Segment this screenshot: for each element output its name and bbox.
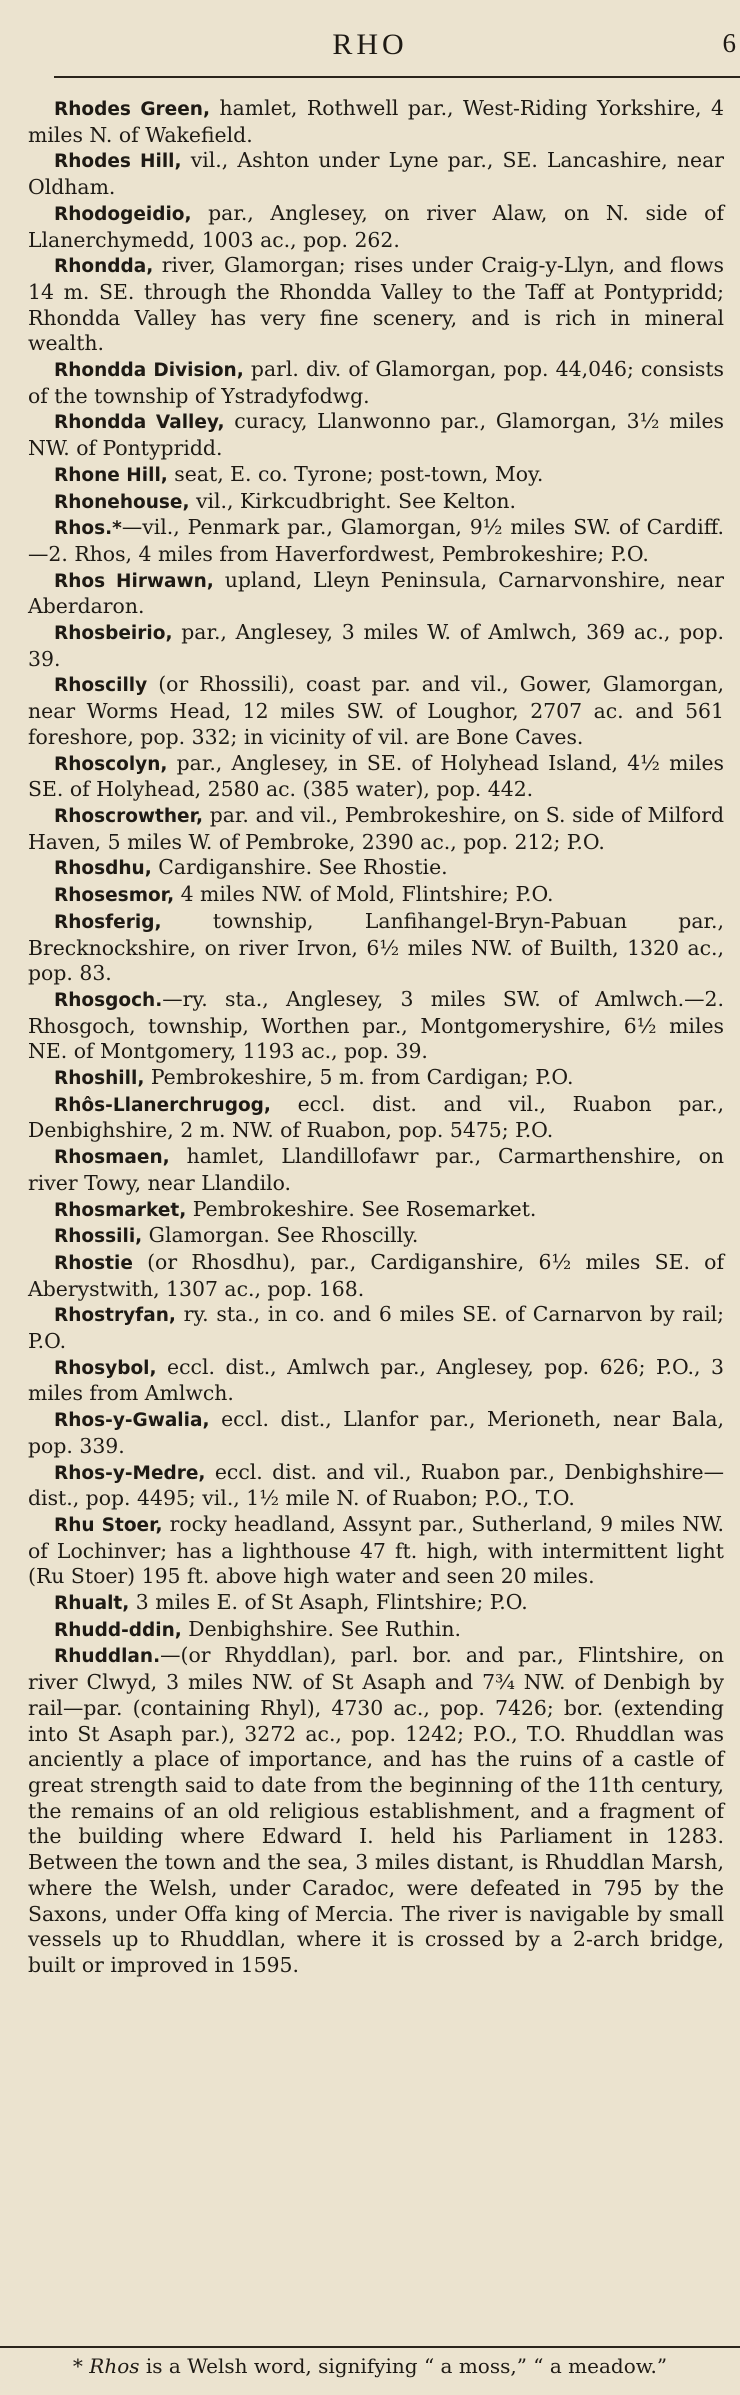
gazetteer-entry: [28, 1643, 724, 1978]
entry-headword: Rhos Hirwawn,: [54, 570, 214, 592]
gazetteer-entry: [28, 1092, 724, 1144]
entry-text: river, Glamorgan; rises under Craig-y-Llyn, and flows 14 m. SE. through the Rhondda Valley to the Taff at Pontypridd; Rhondda Valley has very fine scenery, and is rich in mineral wealth.: [28, 253, 724, 356]
gazetteer-entry: [28, 987, 724, 1065]
entry-text: —vil., Penmark par., Glamorgan, 9½ miles SW. of Cardiff.—2. Rhos, 4 miles from Haverfordwest, Pembrokeshire; P.O.: [28, 515, 724, 566]
gazetteer-entry: [28, 1302, 724, 1354]
footnote: [0, 2354, 740, 2378]
gazetteer-entry: [28, 1590, 724, 1617]
gazetteer-entry: [28, 620, 724, 672]
entry-list: [28, 96, 724, 1979]
entry-text: township, Lanfihangel-Bryn-Pabuan par., Brecknockshire, on river Irvon, 6½ miles NW. of Builth, 1320 ac., pop. 83.: [28, 908, 724, 986]
page-number: 6: [722, 28, 736, 58]
gazetteer-entry: [28, 1512, 724, 1590]
entry-headword: Rhoscolyn,: [54, 753, 168, 775]
entry-headword: Rhos.*: [54, 518, 122, 540]
gazetteer-entry: [28, 909, 724, 987]
entry-headword: Rhodes Hill,: [54, 151, 182, 173]
gazetteer-entry: [28, 1065, 724, 1092]
entry-headword: Rhoscrowther,: [54, 805, 204, 827]
entry-headword: Rhodes Green,: [54, 99, 210, 120]
gazetteer-entry: [28, 1223, 724, 1250]
gazetteer-entry: [28, 462, 724, 489]
entry-headword: Rhos-y-Gwalia,: [54, 1410, 210, 1432]
gazetteer-entry: [28, 803, 724, 855]
header-rule: [54, 76, 740, 78]
entry-text: ry. sta., in co. and 6 miles SE. of Carnarvon by rail; P.O.: [28, 1302, 724, 1354]
entry-headword: Rhudd-ddin,: [54, 1619, 182, 1641]
entry-text: par. and vil., Pembrokeshire, on S. side of Milford Haven, 5 miles W. of Pembroke, 2390 ac., pop. 212; P.O.: [28, 802, 724, 854]
entry-text: vil., Kirkcudbright. See Kelton.: [189, 488, 517, 513]
entry-text: par., Anglesey, 3 miles W. of Amlwch, 369 ac., pop. 39.: [28, 620, 724, 671]
entry-text: rocky headland, Assynt par., Sutherland, 9 miles NW. of Lochinver; has a lighthouse 47 ft. high, with intermittent light (Ru Stoer) 195 ft. above high water and seen 20 miles.: [28, 1511, 724, 1589]
entry-text: —ry. sta., Anglesey, 3 miles SW. of Amlwch.—2. Rhosgoch, township, Worthen par., Montgomeryshire, 6½ miles NE. of Montgomery, 1193 ac., pop. 39.: [28, 986, 724, 1064]
entry-headword: Rhosmaen,: [54, 1147, 170, 1169]
entry-text: Pembrokeshire. See Rosemarket.: [186, 1196, 537, 1221]
entry-text: vil., Ashton under Lyne par., SE. Lancashire, near Oldham.: [28, 148, 725, 200]
entry-headword: Rhosybol,: [54, 1357, 157, 1379]
entry-text: Cardiganshire. See Rhostie.: [151, 855, 448, 880]
gazetteer-entry: [28, 489, 724, 516]
gazetteer-entry: [28, 253, 724, 357]
gazetteer-entry: [28, 1197, 724, 1224]
entry-text: par., Anglesey, on river Alaw, on N. side of Llanerchymedd, 1003 ac., pop. 262.: [28, 200, 724, 252]
gazetteer-entry: [28, 1617, 724, 1644]
footnote-text: is a Welsh word, signifying “ a moss,” “ a meadow.”: [139, 2354, 668, 2378]
entry-text: seat, E. co. Tyrone; post-town, Moy.: [167, 461, 544, 486]
entry-text: (or Rhosdhu), par., Cardiganshire, 6½ miles SE. of Aberystwith, 1307 ac., pop. 168.: [28, 1249, 724, 1301]
entry-headword: Rhualt,: [54, 1593, 130, 1615]
entry-text: par., Anglesey, in SE. of Holyhead Island, 4½ miles SE. of Holyhead, 2580 ac. (385 water), pop. 442.: [28, 750, 724, 802]
gazetteer-entry: [28, 1355, 724, 1407]
gazetteer-entry: [28, 855, 724, 882]
entry-headword: Rhos-y-Medre,: [54, 1462, 206, 1484]
footnote-rule: [0, 2346, 740, 2348]
gazetteer-entry: [28, 672, 724, 750]
entry-text: 4 miles NW. of Mold, Flintshire; P.O.: [174, 882, 554, 907]
entry-headword: Rhuddlan.: [54, 1646, 161, 1668]
entry-headword: Rhosbeirio,: [54, 623, 173, 645]
entry-text: hamlet, Rothwell par., West-Riding Yorkshire, 4 miles N. of Wakefield.: [28, 96, 724, 147]
gazetteer-entry: [28, 96, 724, 148]
entry-headword: Rhondda Valley,: [54, 412, 225, 434]
gazetteer-entry: [28, 357, 724, 409]
entry-headword: Rhosdhu,: [54, 858, 152, 880]
gazetteer-entry: [28, 1144, 724, 1196]
gazetteer-entry: [28, 148, 724, 200]
entry-text: Denbighshire. See Ruthin.: [181, 1616, 461, 1641]
entry-text: curacy, Llanwonno par., Glamorgan, 3½ miles NW. of Pontypridd.: [28, 409, 724, 461]
entry-text: upland, Lleyn Peninsula, Carnarvonshire, near Aberdaron.: [28, 567, 725, 619]
entry-headword: Rhone Hill,: [54, 464, 168, 486]
entry-headword: Rhossili,: [54, 1226, 143, 1248]
gazetteer-entry: [28, 1250, 724, 1302]
entry-headword: Rhoscilly: [54, 675, 148, 697]
entry-text: hamlet, Llandillofawr par., Carmarthenshire, on river Towy, near Llandilo.: [28, 1144, 724, 1195]
entry-headword: Rhu Stoer,: [54, 1514, 163, 1536]
entry-headword: Rhonehouse,: [54, 491, 190, 513]
entry-headword: Rhosgoch.: [54, 989, 163, 1011]
footnote-term: Rhos: [89, 2354, 140, 2378]
entry-text: Glamorgan. See Rhoscilly.: [142, 1223, 419, 1248]
gazetteer-entry: [28, 515, 724, 567]
gazetteer-entry: [28, 751, 724, 803]
entry-headword: Rhodogeidio,: [54, 203, 192, 225]
entry-text: Pembrokeshire, 5 m. from Cardigan; P.O.: [144, 1065, 574, 1090]
gazetteer-entry: [28, 568, 724, 620]
entry-text: parl. div. of Glamorgan, pop. 44,046; consists of the township of Ystradyfodwg.: [28, 357, 724, 408]
entry-text: eccl. dist. and vil., Ruabon par., Denbighshire, 2 m. NW. of Ruabon, pop. 5475; P.O.: [28, 1091, 724, 1143]
entry-headword: Rhondda Division,: [54, 360, 244, 382]
entry-text: 3 miles E. of St Asaph, Flintshire; P.O.: [129, 1590, 528, 1615]
entry-text: eccl. dist., Amlwch par., Anglesey, pop. 626; P.O., 3 miles from Amlwch.: [28, 1354, 724, 1406]
entry-text: (or Rhossili), coast par. and vil., Gower, Glamorgan, near Worms Head, 12 miles SW. of Loughor, 2707 ac. and 561 foreshore, pop. 332; in vicinity of vil. are Bone Caves.: [28, 672, 724, 749]
gazetteer-entry: [28, 882, 724, 909]
entry-headword: Rhostryfan,: [54, 1305, 176, 1327]
entry-text: —(or Rhyddlan), parl. bor. and par., Flintshire, on river Clwyd, 3 miles NW. of St Asaph and 7¾ NW. of Denbigh by rail—par. (containing Rhyl), 4730 ac., pop. 7426; bor. (extending into St Asaph par.), 3272 ac., pop. 1242; P.O., T.O. Rhuddlan was anciently a place of importance, and has the ruins of a castle of great strength said to date from the beginning of the 11th century, the remains of an old religious establishment, and a fragment of the building where Edward I. held his Parliament in 1283. Between the town and the sea, 3 miles distant, is Rhuddlan Marsh, where the Welsh, under Caradoc, were defeated in 795 by the Saxons, under Offa king of Mercia. The river is navigable by small vessels up to Rhuddlan, where it is crossed by a 2-arch bridge, built or improved in 1595.: [28, 1643, 724, 1977]
entry-headword: Rhosmarket,: [54, 1199, 187, 1221]
entry-headword: Rhondda,: [54, 256, 154, 278]
entry-headword: Rhosesmor,: [54, 885, 175, 907]
entry-headword: Rhôs-Llanerchrugog,: [54, 1094, 271, 1116]
entry-headword: Rhosferig,: [54, 911, 162, 933]
gazetteer-entry: [28, 1407, 724, 1459]
gazetteer-entry: [28, 409, 724, 461]
page-header: [0, 0, 740, 78]
gazetteer-entry: [28, 1460, 724, 1512]
entry-headword: Rhostie: [54, 1252, 133, 1274]
entry-text: eccl. dist., Llanfor par., Merioneth, near Bala, pop. 339.: [28, 1407, 724, 1458]
footnote-mark: *: [72, 2354, 90, 2378]
running-head: RHO: [332, 28, 408, 61]
entry-text: eccl. dist. and vil., Ruabon par., Denbighshire—dist., pop. 4495; vil., 1½ mile N. of Ruabon; P.O., T.O.: [28, 1459, 724, 1511]
entry-headword: Rhoshill,: [54, 1068, 145, 1090]
gazetteer-entry: [28, 201, 724, 253]
